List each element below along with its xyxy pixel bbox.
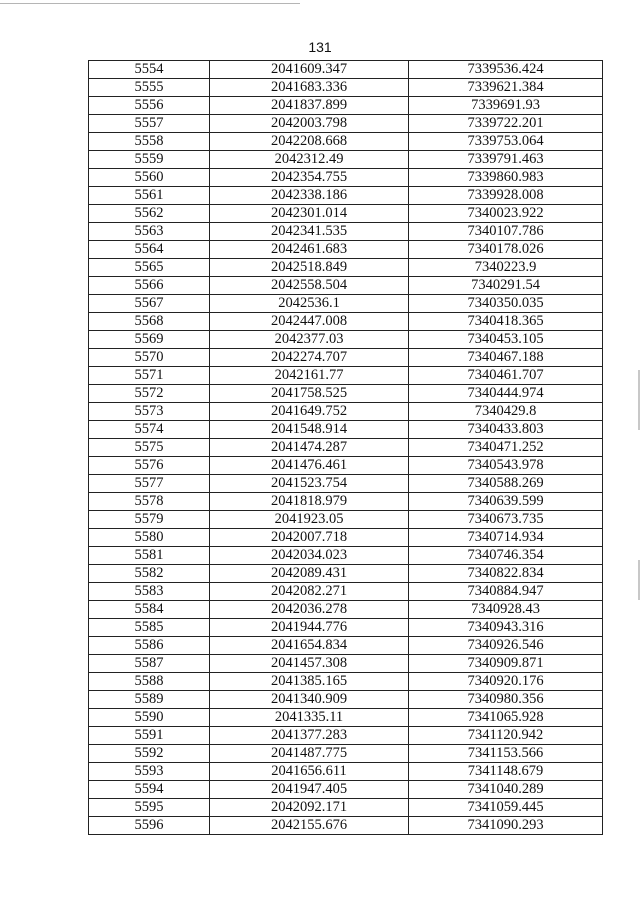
point-number-cell: 5587 xyxy=(89,655,210,673)
point-number-cell: 5556 xyxy=(89,97,210,115)
point-number-cell: 5581 xyxy=(89,547,210,565)
y-coordinate-cell: 7340926.546 xyxy=(409,637,603,655)
y-coordinate-cell: 7339928.008 xyxy=(409,187,603,205)
point-number-cell: 5575 xyxy=(89,439,210,457)
point-number-cell: 5559 xyxy=(89,151,210,169)
table-row xyxy=(89,97,603,115)
table-row xyxy=(89,799,603,817)
y-coordinate-cell: 7340023.922 xyxy=(409,205,603,223)
x-coordinate-cell: 2041649.752 xyxy=(210,403,409,421)
x-coordinate-cell: 2042461.683 xyxy=(210,241,409,259)
x-coordinate-cell: 2042003.798 xyxy=(210,115,409,133)
point-number-cell: 5589 xyxy=(89,691,210,709)
coordinates-table-body xyxy=(89,61,603,835)
y-coordinate-cell: 7340920.176 xyxy=(409,673,603,691)
point-number-cell: 5569 xyxy=(89,331,210,349)
x-coordinate-cell: 2041457.308 xyxy=(210,655,409,673)
x-coordinate-cell: 2042301.014 xyxy=(210,205,409,223)
x-coordinate-cell: 2041377.283 xyxy=(210,727,409,745)
y-coordinate-cell: 7341153.566 xyxy=(409,745,603,763)
x-coordinate-cell: 2041385.165 xyxy=(210,673,409,691)
table-row xyxy=(89,421,603,439)
table-row xyxy=(89,817,603,835)
x-coordinate-cell: 2041656.611 xyxy=(210,763,409,781)
y-coordinate-cell: 7340909.871 xyxy=(409,655,603,673)
page-number: 131 xyxy=(308,39,332,55)
y-coordinate-cell: 7340980.356 xyxy=(409,691,603,709)
table-row xyxy=(89,457,603,475)
x-coordinate-cell: 2041837.899 xyxy=(210,97,409,115)
y-coordinate-cell: 7341120.942 xyxy=(409,727,603,745)
point-number-cell: 5574 xyxy=(89,421,210,439)
point-number-cell: 5563 xyxy=(89,223,210,241)
y-coordinate-cell: 7340746.354 xyxy=(409,547,603,565)
x-coordinate-cell: 2041818.979 xyxy=(210,493,409,511)
x-coordinate-cell: 2042536.1 xyxy=(210,295,409,313)
point-number-cell: 5568 xyxy=(89,313,210,331)
x-coordinate-cell: 2042447.008 xyxy=(210,313,409,331)
table-row xyxy=(89,691,603,709)
y-coordinate-cell: 7340444.974 xyxy=(409,385,603,403)
y-coordinate-cell: 7339691.93 xyxy=(409,97,603,115)
y-coordinate-cell: 7340467.188 xyxy=(409,349,603,367)
x-coordinate-cell: 2042092.171 xyxy=(210,799,409,817)
table-row xyxy=(89,313,603,331)
point-number-cell: 5572 xyxy=(89,385,210,403)
point-number-cell: 5579 xyxy=(89,511,210,529)
x-coordinate-cell: 2042558.504 xyxy=(210,277,409,295)
y-coordinate-cell: 7340884.947 xyxy=(409,583,603,601)
y-coordinate-cell: 7339536.424 xyxy=(409,61,603,79)
y-coordinate-cell: 7339753.064 xyxy=(409,133,603,151)
y-coordinate-cell: 7340433.803 xyxy=(409,421,603,439)
point-number-cell: 5558 xyxy=(89,133,210,151)
table-row xyxy=(89,295,603,313)
table-row xyxy=(89,439,603,457)
y-coordinate-cell: 7340418.365 xyxy=(409,313,603,331)
x-coordinate-cell: 2042089.431 xyxy=(210,565,409,583)
y-coordinate-cell: 7341059.445 xyxy=(409,799,603,817)
table-row xyxy=(89,115,603,133)
point-number-cell: 5588 xyxy=(89,673,210,691)
y-coordinate-cell: 7340639.599 xyxy=(409,493,603,511)
point-number-cell: 5573 xyxy=(89,403,210,421)
point-number-cell: 5565 xyxy=(89,259,210,277)
coordinates-table xyxy=(88,60,603,835)
point-number-cell: 5593 xyxy=(89,763,210,781)
point-number-cell: 5591 xyxy=(89,727,210,745)
x-coordinate-cell: 2041947.405 xyxy=(210,781,409,799)
point-number-cell: 5562 xyxy=(89,205,210,223)
table-row xyxy=(89,205,603,223)
point-number-cell: 5594 xyxy=(89,781,210,799)
y-coordinate-cell: 7339621.384 xyxy=(409,79,603,97)
x-coordinate-cell: 2041474.287 xyxy=(210,439,409,457)
x-coordinate-cell: 2042034.023 xyxy=(210,547,409,565)
point-number-cell: 5583 xyxy=(89,583,210,601)
table-row xyxy=(89,331,603,349)
table-row xyxy=(89,79,603,97)
y-coordinate-cell: 7340673.735 xyxy=(409,511,603,529)
y-coordinate-cell: 7339860.983 xyxy=(409,169,603,187)
x-coordinate-cell: 2042161.77 xyxy=(210,367,409,385)
point-number-cell: 5567 xyxy=(89,295,210,313)
x-coordinate-cell: 2042338.186 xyxy=(210,187,409,205)
point-number-cell: 5557 xyxy=(89,115,210,133)
y-coordinate-cell: 7340714.934 xyxy=(409,529,603,547)
y-coordinate-cell: 7340471.252 xyxy=(409,439,603,457)
point-number-cell: 5590 xyxy=(89,709,210,727)
table-row xyxy=(89,673,603,691)
table-row xyxy=(89,133,603,151)
table-row xyxy=(89,727,603,745)
point-number-cell: 5561 xyxy=(89,187,210,205)
table-row xyxy=(89,493,603,511)
point-number-cell: 5566 xyxy=(89,277,210,295)
table-row xyxy=(89,511,603,529)
x-coordinate-cell: 2041487.775 xyxy=(210,745,409,763)
x-coordinate-cell: 2041340.909 xyxy=(210,691,409,709)
table-row xyxy=(89,781,603,799)
point-number-cell: 5582 xyxy=(89,565,210,583)
table-row xyxy=(89,241,603,259)
y-coordinate-cell: 7340223.9 xyxy=(409,259,603,277)
table-row xyxy=(89,223,603,241)
table-row xyxy=(89,349,603,367)
point-number-cell: 5570 xyxy=(89,349,210,367)
y-coordinate-cell: 7340822.834 xyxy=(409,565,603,583)
y-coordinate-cell: 7340429.8 xyxy=(409,403,603,421)
x-coordinate-cell: 2041654.834 xyxy=(210,637,409,655)
x-coordinate-cell: 2041758.525 xyxy=(210,385,409,403)
y-coordinate-cell: 7340943.316 xyxy=(409,619,603,637)
point-number-cell: 5595 xyxy=(89,799,210,817)
table-row xyxy=(89,169,603,187)
point-number-cell: 5585 xyxy=(89,619,210,637)
table-row xyxy=(89,547,603,565)
x-coordinate-cell: 2041523.754 xyxy=(210,475,409,493)
table-row xyxy=(89,709,603,727)
x-coordinate-cell: 2041335.11 xyxy=(210,709,409,727)
x-coordinate-cell: 2042518.849 xyxy=(210,259,409,277)
table-row xyxy=(89,259,603,277)
table-row xyxy=(89,277,603,295)
table-row xyxy=(89,745,603,763)
point-number-cell: 5584 xyxy=(89,601,210,619)
point-number-cell: 5554 xyxy=(89,61,210,79)
point-number-cell: 5586 xyxy=(89,637,210,655)
table-row xyxy=(89,619,603,637)
x-coordinate-cell: 2041476.461 xyxy=(210,457,409,475)
table-row xyxy=(89,403,603,421)
table-row xyxy=(89,187,603,205)
y-coordinate-cell: 7339791.463 xyxy=(409,151,603,169)
y-coordinate-cell: 7340543.978 xyxy=(409,457,603,475)
y-coordinate-cell: 7340178.026 xyxy=(409,241,603,259)
table-row xyxy=(89,529,603,547)
x-coordinate-cell: 2041683.336 xyxy=(210,79,409,97)
y-coordinate-cell: 7340107.786 xyxy=(409,223,603,241)
scan-artifact-line xyxy=(0,3,300,4)
point-number-cell: 5571 xyxy=(89,367,210,385)
y-coordinate-cell: 7340588.269 xyxy=(409,475,603,493)
x-coordinate-cell: 2041923.05 xyxy=(210,511,409,529)
table-row xyxy=(89,475,603,493)
x-coordinate-cell: 2041548.914 xyxy=(210,421,409,439)
table-row xyxy=(89,367,603,385)
y-coordinate-cell: 7340350.035 xyxy=(409,295,603,313)
x-coordinate-cell: 2042036.278 xyxy=(210,601,409,619)
x-coordinate-cell: 2042274.707 xyxy=(210,349,409,367)
x-coordinate-cell: 2042341.535 xyxy=(210,223,409,241)
point-number-cell: 5564 xyxy=(89,241,210,259)
table-row xyxy=(89,385,603,403)
x-coordinate-cell: 2042208.668 xyxy=(210,133,409,151)
y-coordinate-cell: 7340928.43 xyxy=(409,601,603,619)
point-number-cell: 5577 xyxy=(89,475,210,493)
table-row xyxy=(89,601,603,619)
table-row xyxy=(89,151,603,169)
x-coordinate-cell: 2042377.03 xyxy=(210,331,409,349)
table-row xyxy=(89,565,603,583)
y-coordinate-cell: 7339722.201 xyxy=(409,115,603,133)
x-coordinate-cell: 2041944.776 xyxy=(210,619,409,637)
y-coordinate-cell: 7340453.105 xyxy=(409,331,603,349)
y-coordinate-cell: 7341065.928 xyxy=(409,709,603,727)
point-number-cell: 5578 xyxy=(89,493,210,511)
table-row xyxy=(89,763,603,781)
point-number-cell: 5560 xyxy=(89,169,210,187)
table-row xyxy=(89,61,603,79)
y-coordinate-cell: 7341040.289 xyxy=(409,781,603,799)
point-number-cell: 5580 xyxy=(89,529,210,547)
y-coordinate-cell: 7341148.679 xyxy=(409,763,603,781)
table-row xyxy=(89,655,603,673)
point-number-cell: 5555 xyxy=(89,79,210,97)
x-coordinate-cell: 2042354.755 xyxy=(210,169,409,187)
table-row xyxy=(89,583,603,601)
point-number-cell: 5576 xyxy=(89,457,210,475)
y-coordinate-cell: 7341090.293 xyxy=(409,817,603,835)
x-coordinate-cell: 2042082.271 xyxy=(210,583,409,601)
point-number-cell: 5592 xyxy=(89,745,210,763)
x-coordinate-cell: 2042312.49 xyxy=(210,151,409,169)
x-coordinate-cell: 2041609.347 xyxy=(210,61,409,79)
x-coordinate-cell: 2042007.718 xyxy=(210,529,409,547)
x-coordinate-cell: 2042155.676 xyxy=(210,817,409,835)
y-coordinate-cell: 7340461.707 xyxy=(409,367,603,385)
table-row xyxy=(89,637,603,655)
y-coordinate-cell: 7340291.54 xyxy=(409,277,603,295)
point-number-cell: 5596 xyxy=(89,817,210,835)
